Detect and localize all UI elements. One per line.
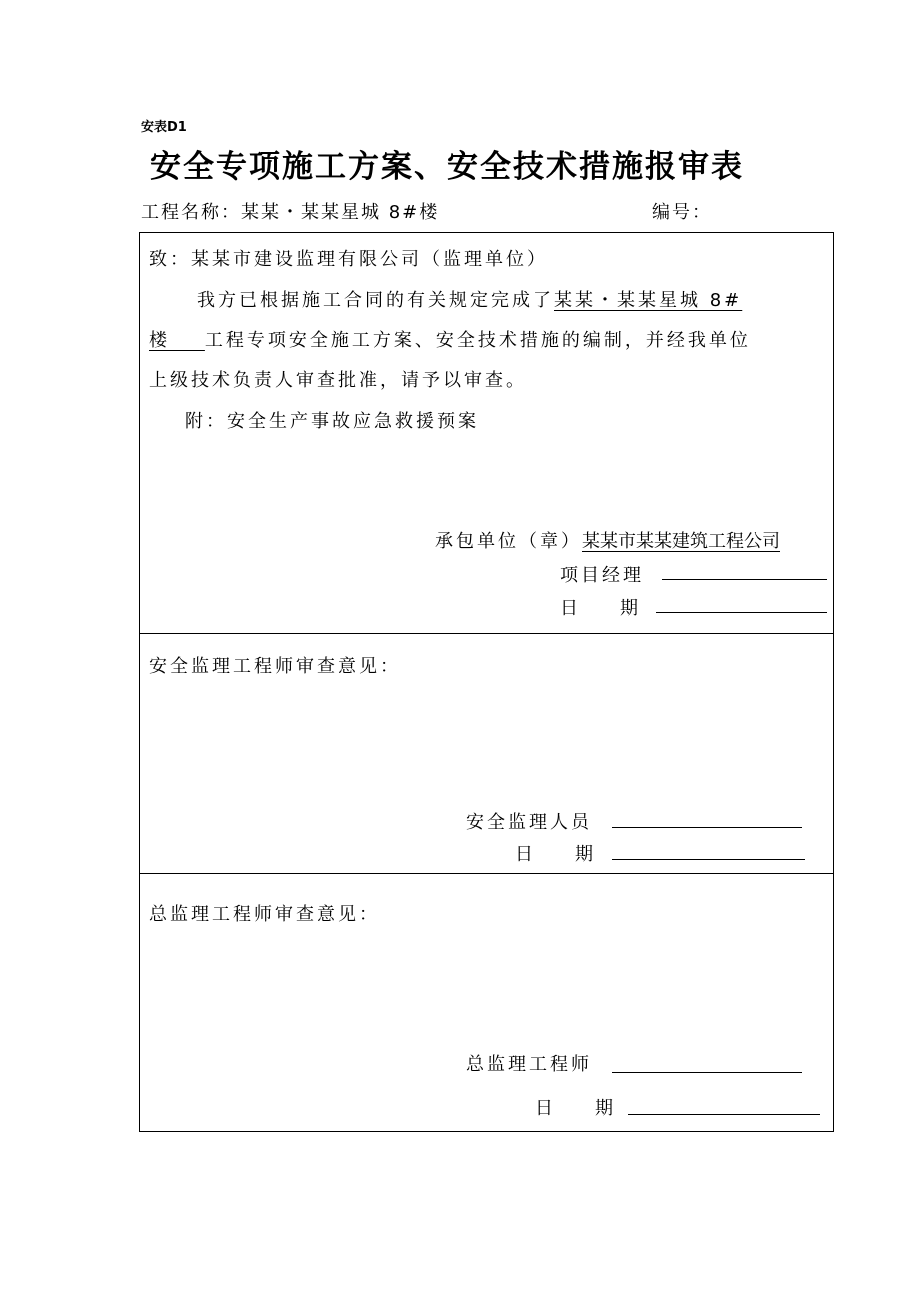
review-form-table [139,232,834,1132]
contractor-line [435,527,780,553]
project-label: 工程名称： [141,202,241,223]
safety-signature-line[interactable] [612,827,802,828]
attachment-line: 附：安全生产事故应急救援预案 [185,411,479,432]
body-blank [170,330,205,351]
number-label: 编号： [652,202,712,223]
contractor-label: 承包单位（章） [435,531,582,552]
addressee-line: 致：某某市建设监理有限公司（监理单位） [149,249,548,270]
project-name: 某某・某某星城 8#楼 [241,202,440,223]
body-line-2-text: 工程专项安全施工方案、安全技术措施的编制，并经我单位 [204,330,751,351]
body-project-name: 某某・某某星城 8# [554,290,743,311]
safety-date-line[interactable] [612,859,805,860]
manager-signature-line[interactable] [662,579,827,580]
contractor-name: 某某市某某建筑工程公司 [582,531,780,552]
form-title: 安全专项施工方案、安全技术措施报审表 [150,149,744,185]
chief-signer-label: 总监理工程师 [466,1054,592,1075]
safety-opinion-label: 安全监理工程师审查意见： [149,656,401,677]
body-project-name-cont: 楼 [149,330,170,351]
body-line-1 [197,286,742,312]
safety-date-label: 日 期 [515,844,595,865]
body-line-2 [149,326,751,352]
contractor-date-label: 日 期 [560,598,640,619]
chief-engineer-section [140,874,833,1131]
contractor-date-line[interactable] [656,612,827,613]
contractor-section [140,233,833,634]
chief-date-line[interactable] [628,1114,820,1115]
form-code: 安表D1 [141,120,187,135]
body-line-3: 上级技术负责人审查批准，请予以审查。 [149,370,527,391]
chief-date-label: 日 期 [535,1098,615,1119]
body-prefix: 我方已根据施工合同的有关规定完成了 [197,290,554,311]
manager-label: 项目经理 [560,565,644,586]
safety-engineer-section [140,634,833,874]
chief-signature-line[interactable] [612,1072,802,1073]
chief-opinion-label: 总监理工程师审查意见： [149,904,380,925]
project-name-line [141,198,439,224]
safety-signer-label: 安全监理人员 [466,812,592,833]
